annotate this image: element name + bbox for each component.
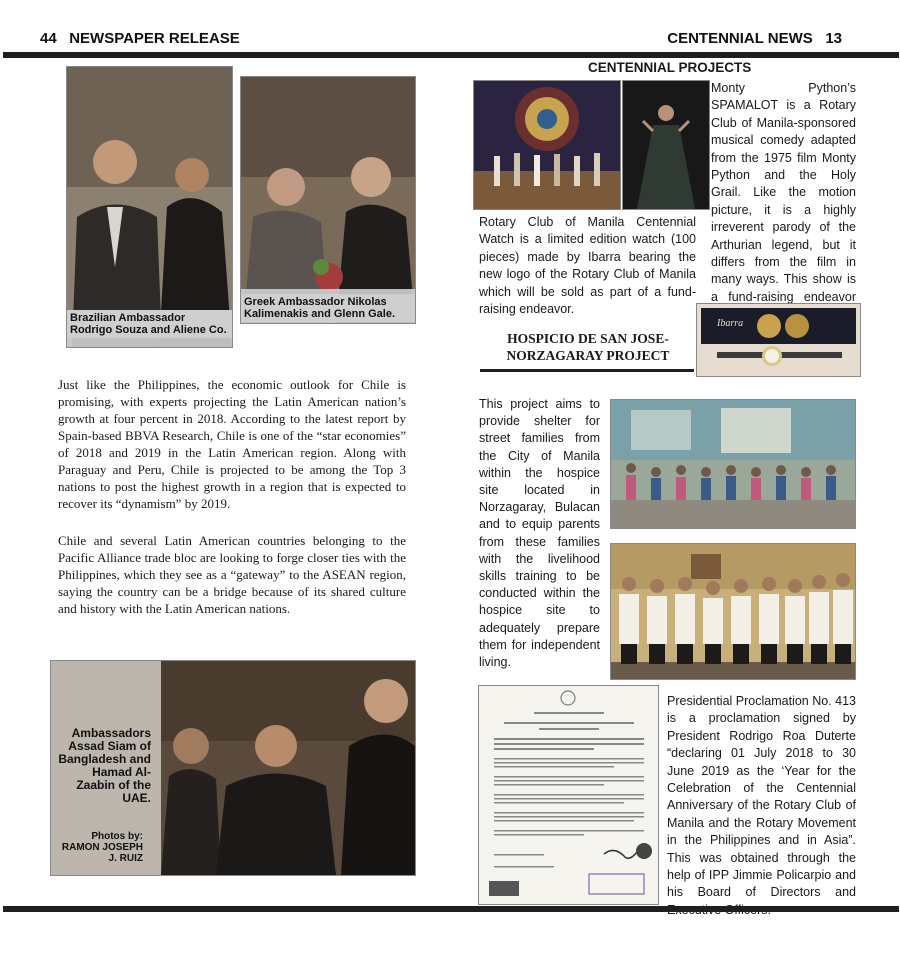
photo-stage-graphic [474, 81, 620, 209]
header-left [40, 30, 240, 47]
photo3-caption: Ambassadors Assad Siam of Bangladesh and Hamad Al-Zaabin of the UAE. [58, 726, 151, 805]
article-paragraph-1: Just like the Philippines, the economic outlook for Chile is promising, with experts projecting the Latin American nation’s growth at four percent in 2018. According to the latest report by Spain-based BBVA Research, Chile is one of the “star economies” of 2018 and 2019 in the Latin American region. Along with Paraguay and Peru, Chile is projected to be among the Top 3 nations to post the highest growth in a region that is expected to recover its “dynamism” by 2019. [58, 377, 406, 511]
proclamation-description: Presidential Proclamation No. 413 is a proclamation signed by President Rodrigo Roa Duterte “declaring 01 July 2018 to 30 June 2019 as the ‘Year for the Celebration of the Centennial Anniversary of the Rotary Club of Manila and the Rotary Movement in the Philippines and in Asia”. This was obtained through the help of IPP Jimmie Policarpio and his Board of Directors and [667, 694, 856, 900]
page-number-left: 44 [40, 30, 57, 47]
photo-performer-graphic [623, 81, 709, 209]
section-name-right: CENTENNIAL NEWS [667, 30, 813, 47]
photo3-credit: Photos by: RAMON JOSEPH J. RUIZ [61, 831, 143, 864]
photo-watch-graphic [697, 304, 860, 376]
photo-spamalot-stage [473, 80, 621, 210]
photo1-caption: Brazilian Ambassador Rodrigo Souza and Aliene Co. [67, 310, 232, 338]
photo-hospicio-families [610, 399, 856, 529]
photo-greek-graphic [241, 77, 415, 323]
photo-ambassadors-bangladesh-uae [50, 660, 416, 876]
section-title-centennial-projects: CENTENNIAL PROJECTS [588, 60, 752, 75]
header-right [667, 30, 842, 47]
page-number-right: 13 [825, 30, 842, 47]
header-rule [3, 52, 899, 58]
photo-greek-ambassador [240, 76, 416, 324]
photo-brazilian-ambassador [66, 66, 233, 348]
photo-spamalot-performer [622, 80, 710, 210]
photo-officers-graphic [611, 544, 855, 679]
spamalot-description: Monty Python’s SPAMALOT is a Rotary Club of Manila-sponsored musical comedy adapted from the 1975 film Monty Python and the Holy Grail. Like the motion picture, it is a highly irreverent parody of the Arthurian legend, but it differs from the film in many ways. This show is a fund-raising endeavor [711, 81, 856, 304]
photo-presidential-proclamation [478, 685, 659, 905]
photo-brazil-graphic [67, 67, 232, 347]
photo-hospicio-officers [610, 543, 856, 680]
photo-families-graphic [611, 400, 855, 528]
hospicio-description: This project aims to provide shelter for street families from the City of Manila within the hospice site located in Norzagaray, Bulacan and to equip parents from these families with the livelihood skills training to be conducted within the hospice site to adequately prepare them for independent living. [479, 397, 600, 670]
footer-rule [3, 906, 899, 912]
photo-proclamation-graphic [479, 686, 658, 904]
hospicio-title: HOSPICIO DE SAN JOSE-NORZAGARAY PROJECT [506, 331, 670, 363]
section-name-left: NEWSPAPER RELEASE [69, 30, 240, 47]
watch-brand-label: Ibarra [717, 318, 744, 329]
photo-centennial-watch [696, 303, 861, 377]
hospicio-title-rule [480, 369, 694, 372]
photo2-caption: Greek Ambassador Nikolas Kalimenakis and Glenn Gale. [241, 294, 415, 322]
watch-description: Rotary Club of Manila Centennial Watch is a limited edition watch (100 pieces) made by Ibarra bearing the new logo of the Rotary Club of Manila which will be sold as part of a fund-raising endeavor. [479, 215, 696, 317]
article-paragraph-2: Chile and several Latin American countries belonging to the Pacific Alliance trade bloc are looking to forge closer ties with the Philippines, which they see as a “gateway” to the ASEAN region, saying the country can be a bridge because of its shared culture and history with the Latin American nations. [58, 533, 406, 616]
